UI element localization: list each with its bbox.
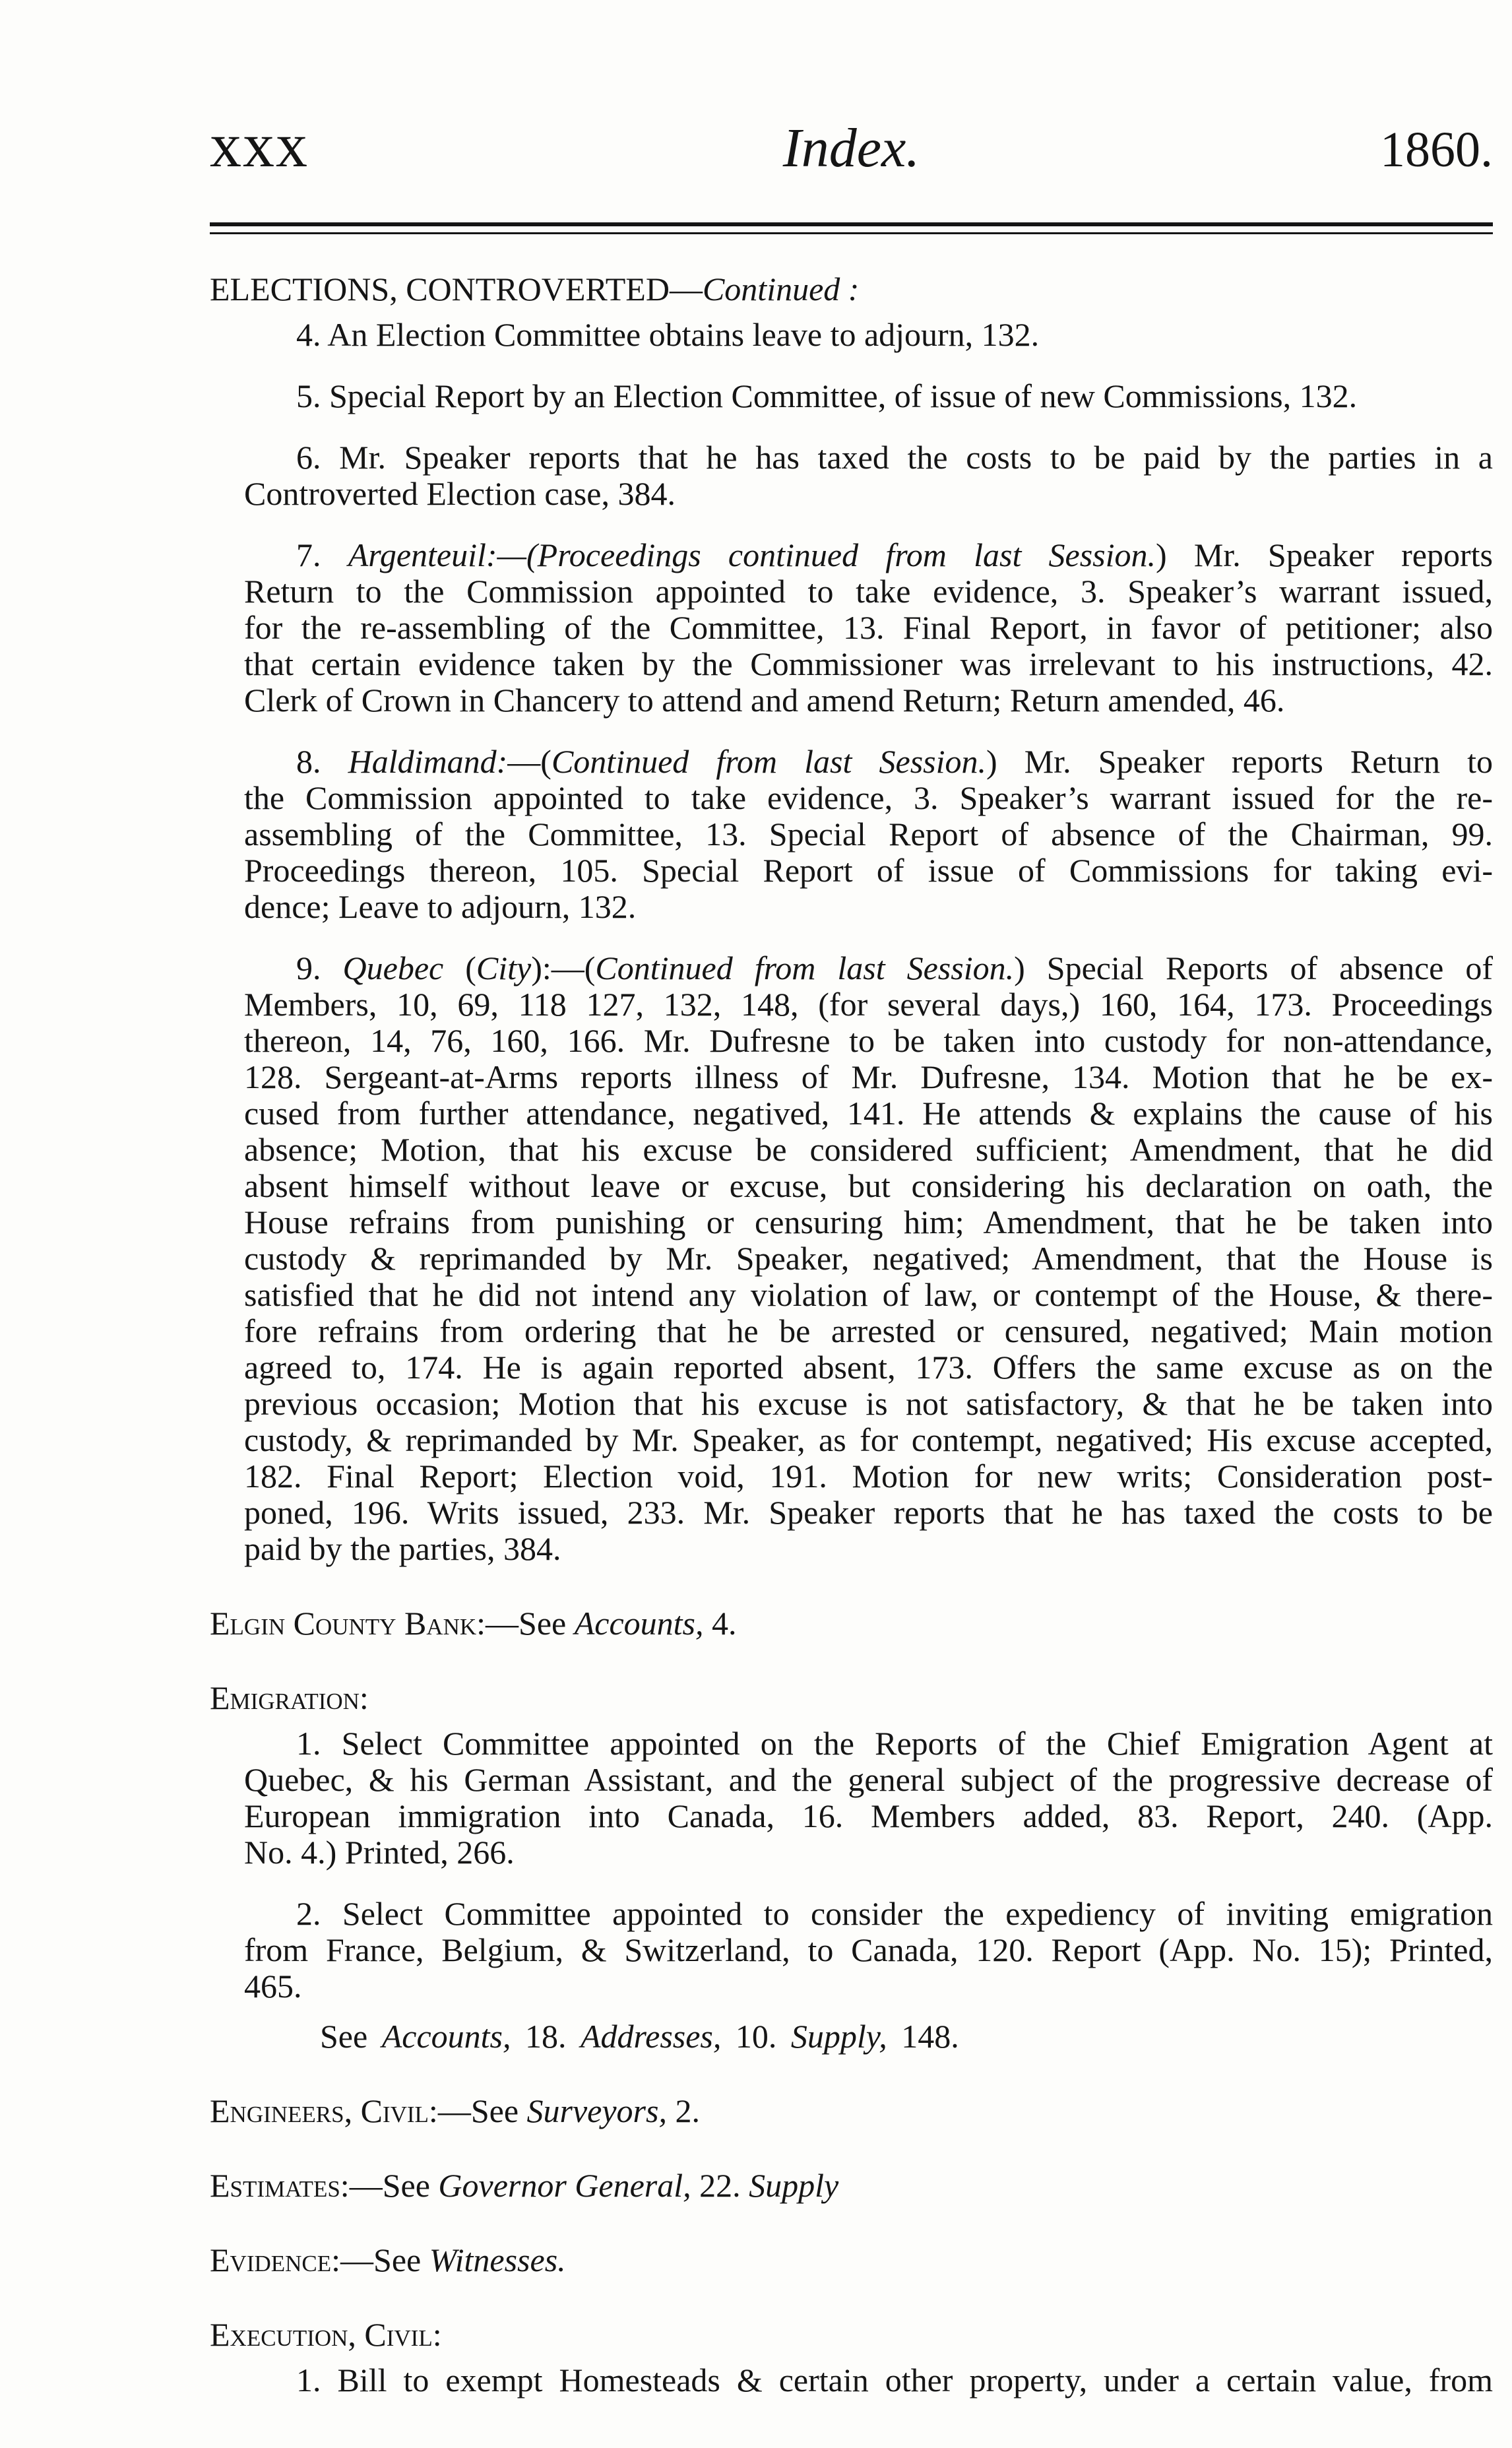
index-subentry [210, 537, 1493, 719]
text-line [244, 1798, 1493, 1834]
index-heading [210, 1605, 1493, 1642]
italic-text: Accounts, [574, 1605, 704, 1642]
index-subentry [210, 744, 1493, 925]
roman-text: 182. Final Report; Election void, 191. Motion for new writs; Consideration post- [244, 1458, 1493, 1495]
text-line [210, 2317, 1493, 2353]
roman-text: absent himself without leave or excuse, but considering his declaration on oath, the [244, 1167, 1493, 1204]
text-line [244, 2018, 1493, 2055]
roman-text: paid by the parties, 384. [244, 1530, 561, 1567]
index-subentry [210, 317, 1493, 353]
text-line [244, 986, 1493, 1023]
roman-text: previous occasion; Motion that his excuse is not satisfactory, & that he be taken into [244, 1385, 1493, 1422]
roman-text: 8. [296, 743, 348, 780]
text-line [244, 1458, 1493, 1495]
roman-text: from France, Belgium, & Switzerland, to Canada, 120. Report (App. No. 15); Printed, [244, 1931, 1493, 1968]
roman-text: 9. [296, 950, 343, 986]
italic-text: City [476, 950, 532, 986]
text-line [244, 610, 1493, 646]
roman-text: 18. [511, 2018, 581, 2055]
roman-text: ) Mr. Speaker reports Return to [986, 743, 1494, 780]
roman-text: :—See [331, 2241, 429, 2278]
text-line [244, 1204, 1493, 1240]
roman-text: 465. [244, 1968, 302, 2005]
italic-text: Accounts, [381, 2018, 511, 2055]
italic-text: Argenteuil:—(Proceedings continued from last Session. [348, 536, 1156, 573]
italic-text: Addresses, [580, 2018, 722, 2055]
small-caps-text: Elgin County Bank [210, 1605, 477, 1642]
text-line [244, 573, 1493, 610]
roman-text: assembling of the Committee, 13. Special Report of absence of the Chairman, 99. [244, 816, 1493, 853]
roman-text: —( [507, 743, 551, 780]
text-line [244, 1349, 1493, 1386]
page-title: Index. [782, 117, 920, 179]
index-heading [210, 1680, 1493, 1716]
index-heading [210, 2093, 1493, 2129]
text-line [244, 646, 1493, 682]
roman-text: Return to the Commission appointed to take evidence, 3. Speaker’s warrant issued, [244, 573, 1493, 610]
roman-text: Controverted Election case, 384. [244, 475, 676, 512]
text-line [244, 439, 1493, 476]
index-heading [210, 2242, 1493, 2278]
roman-text: See [320, 2018, 382, 2055]
roman-text: 4. An Election Committee obtains leave to adjourn, 132. [296, 316, 1040, 353]
roman-text: 5. Special Report by an Election Committee, of issue of new Commissions, 132. [296, 377, 1358, 414]
italic-text: Continued from last Session. [551, 743, 987, 780]
text-line [244, 476, 1493, 512]
small-caps-text: Execution, Civil: [210, 2316, 442, 2353]
text-line [210, 2242, 1493, 2278]
text-line [244, 378, 1493, 414]
text-line [244, 1095, 1493, 1132]
cross-reference [210, 2018, 1493, 2055]
index-heading [210, 2168, 1493, 2204]
index-heading [210, 271, 1493, 307]
roman-text: :—See [476, 1605, 575, 1642]
roman-text: ELECTIONS, CONTROVERTED— [210, 271, 703, 307]
roman-text: the Commission appointed to take evidence, 3. Speaker’s warrant issued for the re- [244, 779, 1493, 816]
roman-text: 2. Select Committee appointed to consider the expediency of inviting emigration [296, 1895, 1493, 1932]
roman-text: ) Mr. Speaker reports [1156, 536, 1493, 573]
text-line [244, 1495, 1493, 1531]
italic-text: Supply, [790, 2018, 887, 2055]
roman-text: custody, & reprimanded by Mr. Speaker, as for contempt, negatived; His excuse accepted, [244, 1421, 1493, 1458]
italic-text: Quebec [342, 950, 444, 986]
roman-text: absence; Motion, that his excuse be considered sufficient; Amendment, that he did [244, 1131, 1493, 1168]
text-line [210, 2093, 1493, 2129]
text-line [244, 317, 1493, 353]
roman-text: agreed to, 174. He is again reported absent, 173. Offers the same excuse as on the [244, 1349, 1493, 1386]
index-subentry [210, 378, 1493, 414]
text-line [244, 1168, 1493, 1204]
roman-text: poned, 196. Writs issued, 233. Mr. Speaker reports that he has taxed the costs to be [244, 1494, 1493, 1531]
text-line [244, 682, 1493, 719]
page-year: 1860. [1380, 122, 1493, 177]
index-subentry [210, 2362, 1493, 2399]
roman-text: 7. [296, 536, 348, 573]
text-line [244, 1932, 1493, 1968]
roman-text: thereon, 14, 76, 160, 166. Mr. Dufresne to be taken into custody for non-attendance, [244, 1022, 1493, 1059]
text-line [244, 780, 1493, 816]
roman-text: ) Special Reports of absence of [1014, 950, 1494, 986]
roman-text: 4. [703, 1605, 737, 1642]
roman-text: :—See [340, 2167, 439, 2204]
roman-text: 10. [721, 2018, 791, 2055]
text-line [210, 271, 1493, 307]
text-line [244, 537, 1493, 573]
text-line [244, 889, 1493, 925]
text-line [210, 1680, 1493, 1716]
roman-text: ):—( [531, 950, 596, 986]
small-caps-text: Engineers, Civil [210, 2092, 429, 2129]
italic-text: Governor General, [438, 2167, 691, 2204]
roman-text: cused from further attendance, negatived, 141. He attends & explains the cause of his [244, 1095, 1493, 1132]
text-line [244, 853, 1493, 889]
index-heading [210, 2317, 1493, 2353]
text-line [244, 1834, 1493, 1871]
roman-text: House refrains from punishing or censuring him; Amendment, that he be taken into [244, 1204, 1493, 1240]
roman-text: 148. [887, 2018, 959, 2055]
index-subentry [210, 439, 1493, 512]
roman-text: for the re-assembling of the Committee, 13. Final Report, in favor of petitioner; also [244, 609, 1493, 646]
text-line [244, 1059, 1493, 1095]
roman-text: European immigration into Canada, 16. Members added, 83. Report, 240. (App. [244, 1797, 1493, 1834]
index-subentry [210, 1896, 1493, 2005]
page-number: xxx [210, 110, 309, 180]
text-line [244, 1725, 1493, 1762]
roman-text: 22. [691, 2167, 749, 2204]
double-rule-bottom [210, 232, 1493, 234]
index-subentry [210, 1725, 1493, 1871]
index-body [210, 271, 1493, 2399]
text-line [244, 1531, 1493, 1567]
small-caps-text: Emigration: [210, 1679, 369, 1716]
text-line [244, 816, 1493, 853]
double-rule-top [210, 222, 1493, 226]
index-subentry [210, 950, 1493, 1567]
roman-text: No. 4.) Printed, 266. [244, 1834, 515, 1871]
text-line [244, 1023, 1493, 1059]
italic-text: Witnesses. [429, 2241, 566, 2278]
roman-text: Clerk of Crown in Chancery to attend and amend Return; Return amended, 46. [244, 682, 1285, 719]
text-line [244, 1422, 1493, 1458]
page-header [210, 112, 1493, 183]
text-line [244, 744, 1493, 780]
text-line [244, 950, 1493, 986]
italic-text: Supply [749, 2167, 839, 2204]
roman-text: Proceedings thereon, 105. Special Report of issue of Commissions for taking evi- [244, 852, 1493, 889]
small-caps-text: Estimates [210, 2167, 340, 2204]
text-line [210, 1605, 1493, 1642]
text-line [244, 1277, 1493, 1313]
text-line [244, 2362, 1493, 2399]
roman-text: dence; Leave to adjourn, 132. [244, 888, 637, 925]
text-line [244, 1896, 1493, 1932]
roman-text: that certain evidence taken by the Commissioner was irrelevant to his instructions, 42. [244, 645, 1493, 682]
roman-text: 1. Bill to exempt Homesteads & certain other property, under a certain value, from [296, 2362, 1493, 2399]
roman-text: custody & reprimanded by Mr. Speaker, negatived; Amendment, that the House is [244, 1240, 1493, 1277]
text-line [244, 1762, 1493, 1798]
small-caps-text: Evidence [210, 2241, 332, 2278]
roman-text: fore refrains from ordering that he be arrested or censured, negatived; Main motion [244, 1312, 1493, 1349]
text-line [244, 1240, 1493, 1277]
italic-text: Haldimand: [348, 743, 508, 780]
text-line [244, 1968, 1493, 2005]
roman-text: 128. Sergeant-at-Arms reports illness of Mr. Dufresne, 134. Motion that he be ex- [244, 1058, 1493, 1095]
roman-text: 6. Mr. Speaker reports that he has taxed the costs to be paid by the parties in a [296, 439, 1493, 476]
text-line [244, 1313, 1493, 1349]
roman-text: Members, 10, 69, 118 127, 132, 148, (for several days,) 160, 164, 173. Proceedings [244, 986, 1493, 1023]
italic-text: Continued : [702, 271, 860, 307]
roman-text: Quebec, & his German Assistant, and the general subject of the progressive decrease of [244, 1761, 1493, 1798]
roman-text: satisfied that he did not intend any violation of law, or contempt of the House, & there- [244, 1276, 1493, 1313]
roman-text: 1. Select Committee appointed on the Reports of the Chief Emigration Agent at [296, 1725, 1493, 1762]
roman-text: ( [443, 950, 476, 986]
text-line [244, 1132, 1493, 1168]
text-line [244, 1386, 1493, 1422]
italic-text: Surveyors, [526, 2092, 667, 2129]
roman-text: 2. [666, 2092, 700, 2129]
italic-text: Continued from last Session. [595, 950, 1015, 986]
text-line [210, 2168, 1493, 2204]
roman-text: :—See [428, 2092, 527, 2129]
